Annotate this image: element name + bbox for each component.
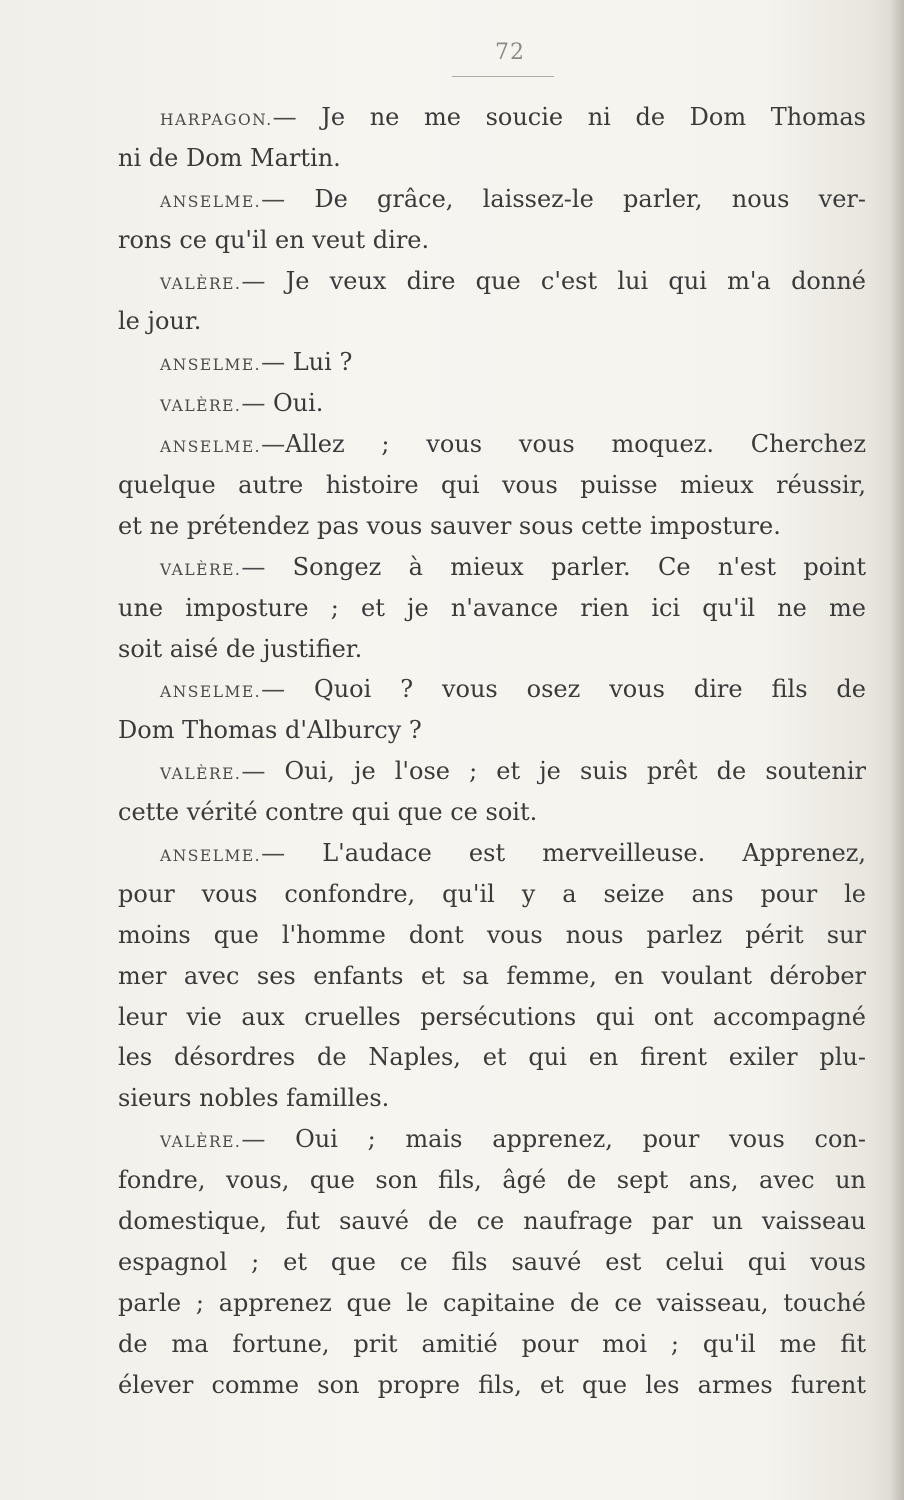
text-line xyxy=(118,1119,866,1160)
line-text: fondre, vous, que son fils, âgé de sept ans, avec un xyxy=(118,1166,866,1195)
text-line xyxy=(118,138,866,179)
text-line xyxy=(118,833,866,874)
line-text: Oui ; mais apprenez, pour vous con- xyxy=(265,1125,866,1154)
line-text: et ne prétendez pas vous sauver sous cette imposture. xyxy=(118,511,781,540)
line-text: rons ce qu'il en veut dire. xyxy=(118,225,430,254)
line-text: Lui ? xyxy=(285,348,353,377)
speaker-name: ANSELME. xyxy=(160,356,262,375)
text-line xyxy=(118,261,866,302)
text-line xyxy=(118,1037,866,1078)
line-text: de ma fortune, prit amitié pour moi ; qu'il me fit xyxy=(118,1329,866,1358)
text-line xyxy=(118,465,866,506)
text-line xyxy=(118,629,866,670)
line-text: parle ; apprenez que le capitaine de ce vaisseau, touché xyxy=(118,1288,866,1317)
speaker-name: VALÈRE. xyxy=(160,560,242,579)
text-line xyxy=(118,1283,866,1324)
line-text: mer avec ses enfants et sa femme, en voulant dérober xyxy=(118,961,866,990)
speaker-dash: — xyxy=(241,552,266,581)
text-line xyxy=(118,669,866,710)
dialogue-text xyxy=(118,97,866,1406)
text-line xyxy=(118,547,866,588)
line-text: leur vie aux cruelles persécutions qui ont accompagné xyxy=(118,1002,866,1031)
page-number: 72 xyxy=(495,40,525,65)
line-text: quelque autre histoire qui vous puisse mieux réussir, xyxy=(118,471,866,500)
text-line xyxy=(118,179,866,220)
text-line xyxy=(118,1160,866,1201)
speaker-name: HARPAGON. xyxy=(160,111,273,129)
speaker-dash: — xyxy=(241,389,266,418)
speaker-dash: — xyxy=(272,103,297,131)
speaker-dash: — xyxy=(241,757,266,786)
line-text: espagnol ; et que ce fils sauvé est celui qui vous xyxy=(118,1247,866,1276)
text-line xyxy=(118,97,866,138)
speaker-dash: — xyxy=(261,348,286,377)
line-text: le jour. xyxy=(118,307,202,336)
line-text: une imposture ; et je n'avance rien ici qu'il ne me xyxy=(118,593,866,622)
text-line xyxy=(118,1201,866,1242)
speaker-name: VALÈRE. xyxy=(160,1133,242,1152)
text-line xyxy=(118,1365,866,1406)
speaker-dash: — xyxy=(261,184,286,213)
speaker-name: VALÈRE. xyxy=(160,765,242,784)
line-text: Je ne me soucie ni de Dom Thomas xyxy=(296,103,866,131)
text-line xyxy=(118,506,866,547)
text-line xyxy=(118,1078,866,1119)
speaker-dash: — xyxy=(261,430,286,459)
text-line xyxy=(118,710,866,751)
line-text: domestique, fut sauvé de ce naufrage par un vaisseau xyxy=(118,1207,866,1236)
line-text: De grâce, laissez-le parler, nous ver- xyxy=(285,184,866,213)
line-text: Oui. xyxy=(265,389,324,418)
text-line xyxy=(118,956,866,997)
text-line xyxy=(118,424,866,465)
speaker-name: ANSELME. xyxy=(160,192,262,211)
line-text: Je veux dire que c'est lui qui m'a donné xyxy=(265,266,866,295)
speaker-dash: — xyxy=(241,1125,266,1154)
line-text: Dom Thomas d'Alburcy ? xyxy=(118,716,422,745)
text-line xyxy=(118,751,866,792)
page-edge-shadow xyxy=(890,0,904,1500)
speaker-name: ANSELME. xyxy=(160,683,262,702)
text-line xyxy=(118,383,866,424)
text-line xyxy=(118,1242,866,1283)
speaker-name: ANSELME. xyxy=(160,438,262,457)
text-line xyxy=(118,915,866,956)
speaker-dash: — xyxy=(241,266,266,295)
line-text: ni de Dom Martin. xyxy=(118,143,341,172)
line-text: pour vous confondre, qu'il y a seize ans pour le xyxy=(118,879,866,908)
line-text: soit aisé de justifier. xyxy=(118,634,363,663)
text-line xyxy=(118,792,866,833)
text-line xyxy=(118,342,866,383)
line-text: Songez à mieux parler. Ce n'est point xyxy=(265,552,866,581)
line-text: les désordres de Naples, et qui en firent exiler plu- xyxy=(118,1043,866,1072)
text-line xyxy=(118,588,866,629)
speaker-dash: — xyxy=(261,675,286,704)
line-text: cette vérité contre qui que ce soit. xyxy=(118,798,538,827)
text-line xyxy=(118,1324,866,1365)
line-text: Oui, je l'ose ; et je suis prêt de soutenir xyxy=(265,757,866,786)
speaker-name: VALÈRE. xyxy=(160,397,242,416)
line-text: Quoi ? vous osez vous dire fils de xyxy=(285,675,866,704)
line-text: Allez ; vous vous moquez. Cherchez xyxy=(285,430,866,459)
text-line xyxy=(118,220,866,261)
speaker-name: VALÈRE. xyxy=(160,274,242,293)
line-text: sieurs nobles familles. xyxy=(118,1084,390,1113)
line-text: L'audace est merveilleuse. Apprenez, xyxy=(285,839,866,868)
page-number-rule xyxy=(452,76,554,77)
speaker-name: ANSELME. xyxy=(160,847,262,866)
text-line xyxy=(118,997,866,1038)
text-line xyxy=(118,301,866,342)
speaker-dash: — xyxy=(261,839,286,868)
text-line xyxy=(118,874,866,915)
line-text: moins que l'homme dont vous nous parlez périt sur xyxy=(118,920,866,949)
line-text: élever comme son propre fils, et que les armes furent xyxy=(118,1370,866,1399)
